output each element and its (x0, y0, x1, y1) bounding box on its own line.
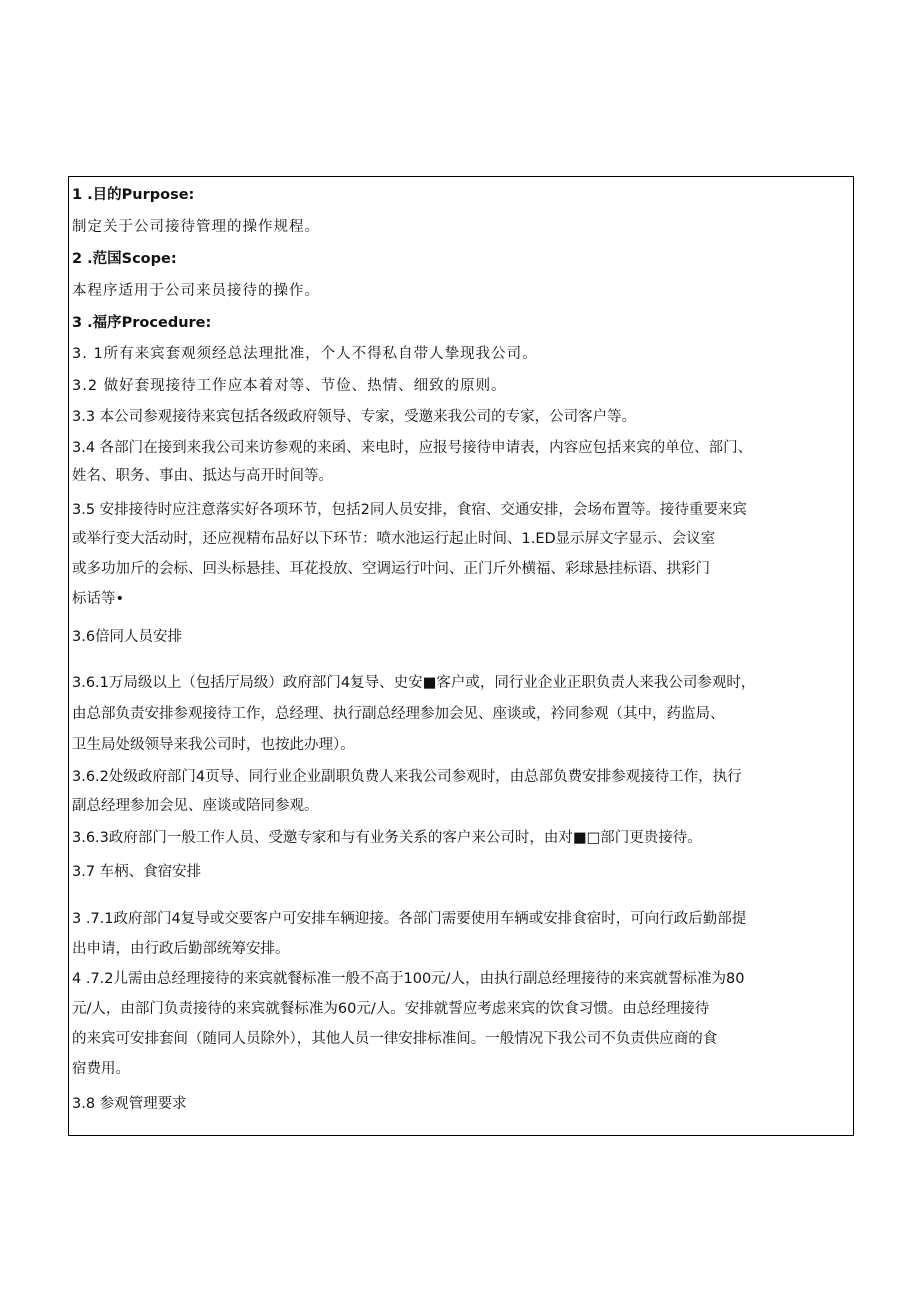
clause-3-6-1-line-3: 卫生局处级领导来我公司时，也按此办理）。 (72, 737, 355, 753)
clause-3-5-line-2: 或举行变大活动时，还应视精布品好以下环节：喷水池运行起止时间、1.ED显示屏文字显示、会议室 (72, 531, 716, 547)
clause-3-6-1-line-2: 由总部负责安排参观接待工作，总经理、执行副总经理参加会见、座谈或，衿同参观（其中，药监局、 (72, 706, 725, 722)
clause-3-7-heading: 3.7 车柄、食宿安排 (72, 864, 202, 880)
clause-3-7-2-line-4: 宿费用。 (72, 1061, 130, 1077)
clause-3-6-2-line-1: 3.6.2处级政府部门4页导、同行业企业副职负费人来我公司参观时，由总部负费安排参观接待工作，执行 (72, 769, 742, 785)
clause-3-7-1-line-1: 3 .7.1政府部门4复导或交要客户可安排车辆迎接。各部门需要使用车辆或安排食宿时，可向行政后勤部提 (72, 911, 747, 927)
section-3-heading: 3 .福序Procedure: (72, 315, 212, 331)
clause-3-2: 3.2 做好套现接待工作应本着对等、节俭、热情、细致的原则。 (72, 378, 507, 394)
clause-3-7-2-line-3: 的来宾可安排套间（随同人员除外），其他人员一律安排标准间。一般情况下我公司不负责供应商的食 (72, 1031, 718, 1047)
clause-3-6-1-line-1: 3.6.1万局级以上（包括厅局级）政府部门4复导、史安■客户或，同行业企业正职负责人来我公司参观时， (72, 675, 756, 691)
clause-3-7-2-line-2: 元/人，由部门负责接待的来宾就餐标准为60元/人。安排就誓应考虑来宾的饮食习惯。由总经理接待 (72, 1001, 710, 1017)
section-2-text: 本程序适用于公司来员接待的操作。 (72, 283, 320, 299)
clause-3-4-line-1: 3.4 各部门在接到来我公司来访参观的来函、来电时，应报号接待申请表，内容应包括来宾的单位、部门、 (72, 440, 753, 456)
clause-3-6-2-line-2: 副总经理参加会见、座谈或陪同参观。 (72, 798, 319, 814)
clause-3-5-line-1: 3.5 安排接待时应注意落实好各项环节，包括2同人员安排，食宿、交通安排，会场布置等。接待重要来宾 (72, 502, 747, 518)
section-1-heading: 1 .目的Purpose: (72, 187, 195, 203)
section-1-text: 制定关于公司接待管理的操作规程。 (72, 219, 320, 235)
clause-3-8-heading: 3.8 参观管理要求 (72, 1096, 187, 1112)
clause-3-7-2-line-1: 4 .7.2儿需由总经理接待的来宾就餐标准一般不高于100元/人，由执行副总经理接待的来宾就誓标准为80 (72, 971, 745, 987)
clause-3-5-line-4: 标话等• (72, 591, 125, 607)
clause-3-6-3: 3.6.3政府部门一般工作人员、受邀专家和与有业务关系的客户来公司时，由对■□部门更贵接待。 (72, 830, 702, 846)
clause-3-1: 3. 1所有来宾套观须经总法理批准，个人不得私自带人挚现我公司。 (72, 346, 538, 362)
clause-3-5-line-3: 或多功加斤的会标、回头标悬挂、耳花投放、空调运行叶问、正门斤外横福、彩球悬挂标语、拱彩门 (72, 561, 710, 577)
clause-3-6-heading: 3.6倍同人员安排 (72, 629, 183, 645)
clause-3-7-1-line-2: 出申请，由行政后勤部统筹安排。 (72, 941, 290, 957)
section-2-heading: 2 .范国Scope: (72, 251, 177, 267)
clause-3-4-line-2: 姓名、职务、事由、抵达与高开时间等。 (72, 468, 333, 484)
clause-3-3: 3.3 本公司参观接待来宾包括各级政府领导、专家，受邀来我公司的专家，公司客户等。 (72, 409, 637, 425)
